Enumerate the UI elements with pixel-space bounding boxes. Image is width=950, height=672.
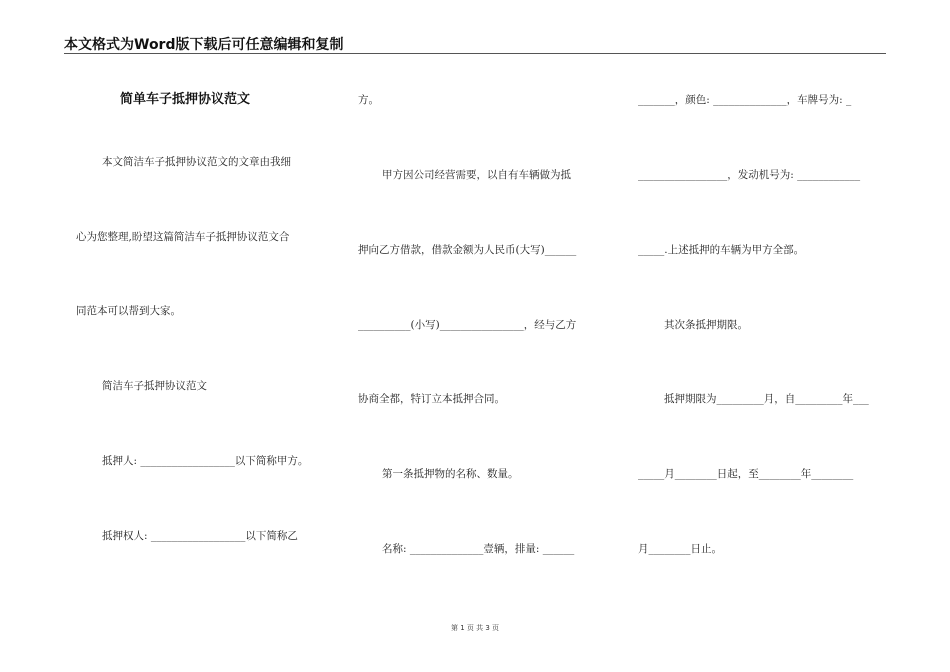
paragraph-line: 押向乙方借款，借款金额为人民币(大写)______ [358,244,577,256]
paragraph-line: 抵押人: __________________以下简称甲方。 [102,455,309,467]
paragraph-line: 本文简洁车子抵押协议范文的文章由我细 [102,156,291,168]
paragraph-line: 甲方因公司经营需要，以自有车辆做为抵 [382,169,571,181]
paragraph-line: 心为您整理,盼望这篇简洁车子抵押协议范文合 [76,231,290,243]
page-number: 第 1 页 共 3 页 [450,624,500,632]
header-text: 本文格式为Word版下载后可任意编辑和复制 [64,37,344,53]
column-right [630,0,900,620]
paragraph-line: 简洁车子抵押协议范文 [102,380,207,392]
paragraph-line: 月________日止。 [638,543,722,555]
paragraph-line: 协商全都，特订立本抵押合同。 [358,393,505,405]
paragraph-line: 同范本可以帮到大家。 [76,305,181,317]
paragraph-line: _________________，发动机号为: ____________ [638,169,861,181]
paragraph-line: 抵押权人: __________________以下简称乙 [102,530,298,542]
column-left [0,0,340,620]
paragraph-line: _____.上述抵押的车辆为甲方全部。 [638,244,805,256]
column-middle [340,0,630,620]
paragraph-line: 抵押期限为_________月，自_________年___ [664,393,869,405]
paragraph-line: 方。 [358,94,379,106]
paragraph-line: 其次条抵押期限。 [664,319,748,331]
paragraph-line: _____月________日起，至________年________ [638,468,854,480]
paragraph-line: _______，颜色: ______________，车牌号为: _ [638,94,852,106]
document-title: 简单车子抵押协议范文 [120,92,251,107]
paragraph-line: 名称: ______________壹辆，排量: ______ [382,543,575,555]
paragraph-line: 第一条抵押物的名称、数量。 [382,468,519,480]
paragraph-line: __________(小写)________________，经与乙方 [358,319,577,331]
